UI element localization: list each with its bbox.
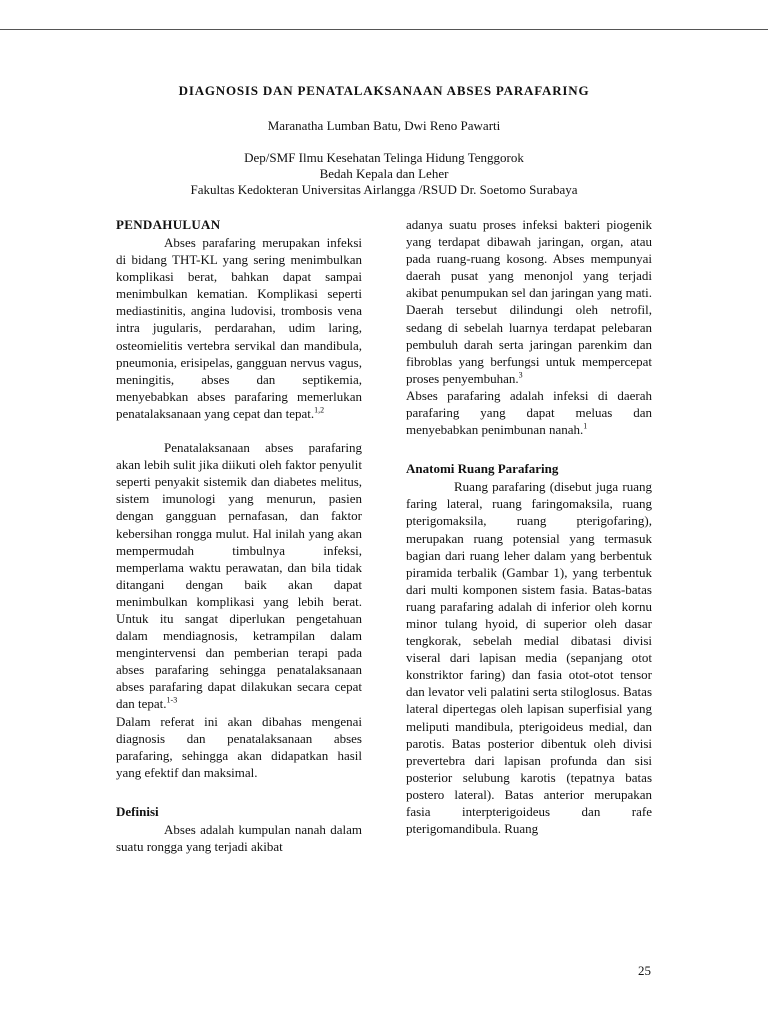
citation: 3 xyxy=(518,370,523,380)
paragraph-text: Abses parafaring adalah infeksi di daerah parafaring yang dapat meluas dan menyebabkan penimbunan nanah. xyxy=(406,387,652,438)
paragraph-text: Penatalaksanaan abses parafaring akan lebih sulit jika diikuti oleh faktor penyulit seperti penyakit sistemik dan diabetes melitus, sistem imunologi yang menurun, pasien dengan gangguan pernafasan, dan faktor kebersihan rongga mulut. Hal inilah yang akan mempermudah timbulnya infeksi, memperlama waktu perawatan, dan bila tidak ditangani dengan baik akan dapat menimbulkan komplikasi yang lebih berat. Untuk itu sangat diperlukan pengetahuan dalam mendiagnosis, ketrampilan dalam mengintervensi dan pemberian terapi pada abses parafaring sehingga penatalaksanaan abses parafaring dapat dilakukan secara cepat dan tepat. xyxy=(116,440,362,712)
right-column xyxy=(406,216,652,837)
paragraph xyxy=(406,387,652,438)
affiliation-line: Dep/SMF Ilmu Kesehatan Telinga Hidung Tenggorok xyxy=(244,150,524,165)
author-list: Maranatha Lumban Batu, Dwi Reno Pawarti xyxy=(267,118,501,133)
paragraph-text: adanya suatu proses infeksi bakteri piogenik yang terdapat dibawah jaringan, organ, atau pada ruang-ruang kosong. Abses mempunyai daerah pusat yang menonjol yang terjadi akibat penumpukan sel dan jaringan yang mati. Daerah tersebut dilindungi oleh netrofil, sedang di sebelah luarnya terdapat pelebaran pembuluh darah serta jaringan parenkim dan fibroblas yang berfungsi untuk mempercepat proses penyembuhan. xyxy=(406,217,652,386)
section-heading-definisi: Definisi xyxy=(116,803,159,819)
citation: 1-3 xyxy=(166,696,178,706)
paragraph: Abses adalah kumpulan nanah dalam suatu rongga yang terjadi akibat xyxy=(116,821,362,854)
paragraph: Ruang parafaring (disebut juga ruang faring lateral, ruang faringomaksila, ruang pterigomaksila, ruang pterigofaring), merupakan ruang potensial yang termasuk bagian dari ruang leher dalam yang berbentuk piramida terbalik (Gambar 1), yang terbentuk dari multi komponen sistem fasia. Batas-batas ruang parafaring adalah di inferior oleh kornu minor tulang hyoid, di superior oleh dasar tengkorak, sebelah medial dibatasi divisi viseral dari lapisan media (sepanjang otot konstriktor faring) dan fasia otot-otot tensor dan levator veli palatini serta stiloglosus. Batas lateral dipertegas oleh lapisan superfisial yang meliputi mandibula, pterigoideus medial, dan parotis. Batas posterior dibentuk oleh divisi prevertebra dari lapisan profunda dan sisi posterior selubung karotis (tepatnya batas postero lateral). Batas anterior merupakan fasia interpterigoideus dan rafe pterigomandibula. Ruang xyxy=(406,479,652,837)
section-heading-pendahuluan: PENDAHULUAN xyxy=(116,217,221,232)
paragraph xyxy=(406,216,652,387)
top-rule xyxy=(0,29,768,30)
paragraph xyxy=(116,439,362,713)
citation: 1,2 xyxy=(314,405,325,415)
section-heading-anatomi: Anatomi Ruang Parafaring xyxy=(406,461,559,477)
affiliation-line: Fakultas Kedokteran Universitas Airlangga /RSUD Dr. Soetomo Surabaya xyxy=(190,182,578,197)
paper-title: DIAGNOSIS DAN PENATALAKSANAAN ABSES PARAFARING xyxy=(178,83,590,98)
citation: 1 xyxy=(583,421,588,431)
page-number: 25 xyxy=(638,963,651,978)
paragraph-text: Abses parafaring merupakan infeksi di bidang THT-KL yang sering menimbulkan komplikasi berat, bahkan dapat sampai menimbulkan kematian. Komplikasi seperti mediastinitis, angina ludovisi, trombosis vena intra jugularis, perdarahan, udim laring, osteomielitis vertebra servikal dan mandibula, pneumonia, erisipelas, gangguan nervus vagus, meningitis, abses dan septikemia, menyebabkan abses parafaring memerlukan penatalaksanaan yang cepat dan tepat. xyxy=(116,235,362,421)
left-column xyxy=(116,216,362,855)
affiliation-block xyxy=(0,150,768,198)
paragraph: Dalam referat ini akan dibahas mengenai diagnosis dan penatalaksanaan abses parafaring, sehingga akan didapatkan hasil yang efektif dan maksimal. xyxy=(116,713,362,780)
paragraph xyxy=(116,234,362,422)
affiliation-line: Bedah Kepala dan Leher xyxy=(319,166,449,181)
